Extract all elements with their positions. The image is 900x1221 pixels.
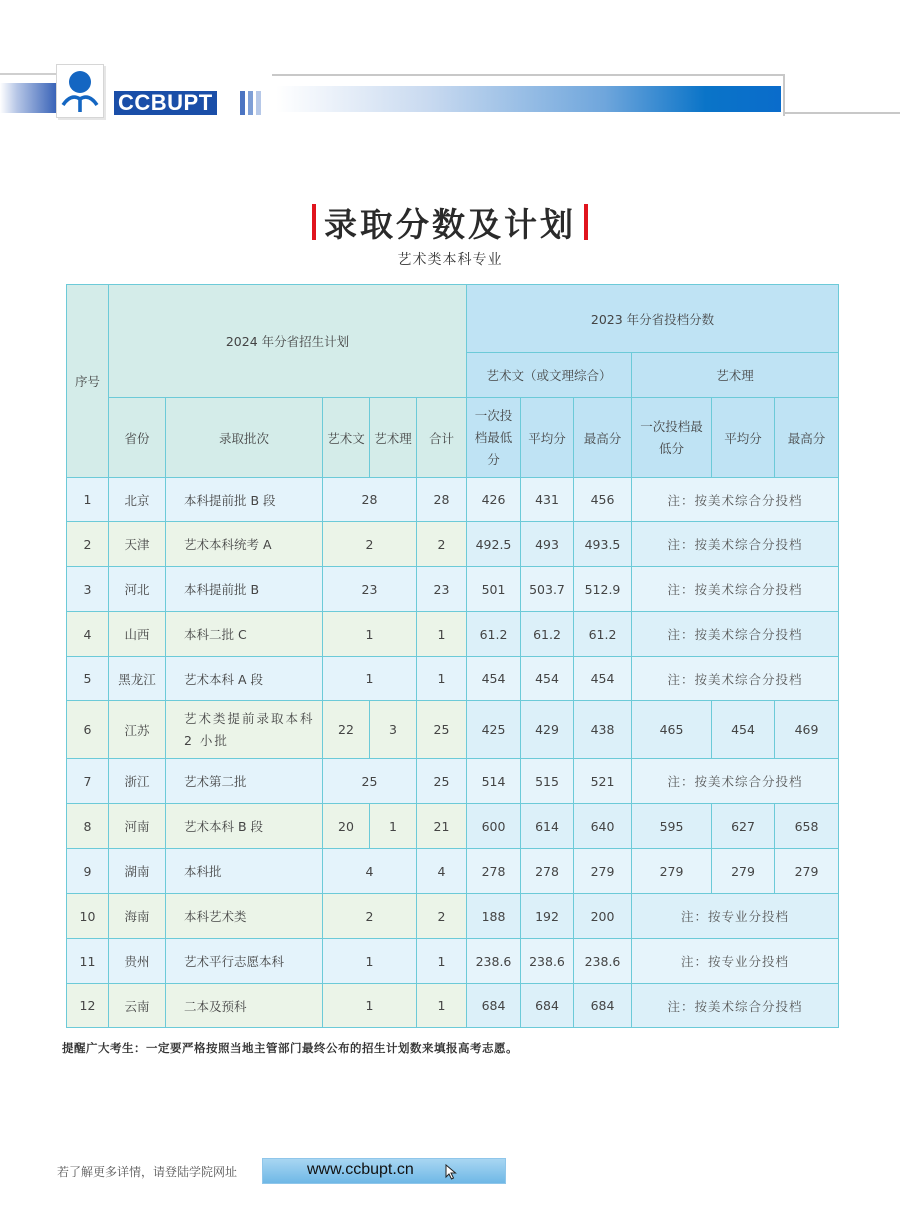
person-emblem-icon [61, 69, 99, 113]
cell-province: 河南 [109, 804, 166, 849]
cell-batch: 本科二批 C [166, 612, 323, 657]
cell-batch: 本科艺术类 [166, 894, 323, 939]
cell-province: 江苏 [109, 701, 166, 759]
cell-lib-max: 279 [574, 849, 632, 894]
cell-province: 云南 [109, 984, 166, 1028]
header-art-liberal: 艺术文 [323, 398, 370, 478]
cell-note: 注：按美术综合分投档 [632, 984, 839, 1028]
cell-total: 28 [417, 478, 467, 522]
cell-lib-min: 492.5 [467, 522, 521, 567]
table-row [67, 657, 839, 701]
cell-batch: 艺术本科 B 段 [166, 804, 323, 849]
cell-total: 1 [417, 612, 467, 657]
header-total: 合计 [417, 398, 467, 478]
cell-sci-avg: 454 [712, 701, 775, 759]
cell-art-liberal: 20 [323, 804, 370, 849]
header-art-science: 艺术理 [370, 398, 417, 478]
cell-lib-max: 438 [574, 701, 632, 759]
cell-batch: 艺术第二批 [166, 759, 323, 804]
cell-note: 注：按美术综合分投档 [632, 657, 839, 701]
cell-note: 注：按美术综合分投档 [632, 522, 839, 567]
page-subtitle: 艺术类本科专业 [397, 252, 503, 268]
cell-total: 1 [417, 939, 467, 984]
header-sci-avg: 平均分 [712, 398, 775, 478]
cell-province: 浙江 [109, 759, 166, 804]
cell-sci-min: 465 [632, 701, 712, 759]
cell-province: 北京 [109, 478, 166, 522]
cell-seq: 5 [67, 657, 109, 701]
cell-total: 1 [417, 657, 467, 701]
table-row [67, 804, 839, 849]
cell-lib-max: 512.9 [574, 567, 632, 612]
header-scores-2023: 2023 年分省投档分数 [467, 285, 839, 353]
cell-lib-max: 200 [574, 894, 632, 939]
page-title [304, 203, 596, 247]
cell-lib-max: 493.5 [574, 522, 632, 567]
table-row [67, 894, 839, 939]
cell-province: 河北 [109, 567, 166, 612]
cell-lib-avg: 614 [521, 804, 574, 849]
logo-wordmark: CCBUPT [114, 91, 217, 115]
cell-lib-avg: 431 [521, 478, 574, 522]
cell-seq: 2 [67, 522, 109, 567]
cell-note: 注：按专业分投档 [632, 939, 839, 984]
cell-total: 21 [417, 804, 467, 849]
cell-plan: 1 [323, 612, 417, 657]
cell-province: 山西 [109, 612, 166, 657]
table-row [67, 612, 839, 657]
pointer-cursor-icon [445, 1164, 457, 1180]
cell-sci-min: 595 [632, 804, 712, 849]
cell-plan: 1 [323, 657, 417, 701]
header-lib-avg: 平均分 [521, 398, 574, 478]
cell-seq: 12 [67, 984, 109, 1028]
cell-batch: 本科批 [166, 849, 323, 894]
cell-seq: 1 [67, 478, 109, 522]
cell-province: 黑龙江 [109, 657, 166, 701]
cell-note: 注：按美术综合分投档 [632, 759, 839, 804]
page-title-text: 录取分数及计划 [324, 205, 576, 244]
header-batch: 录取批次 [166, 398, 323, 478]
cell-seq: 4 [67, 612, 109, 657]
header-lib-min: 一次投档最低分 [467, 398, 521, 478]
header-lib-max: 最高分 [574, 398, 632, 478]
cell-total: 2 [417, 522, 467, 567]
cell-total: 25 [417, 701, 467, 759]
cell-lib-max: 238.6 [574, 939, 632, 984]
header-plan-2024: 2024 年分省招生计划 [109, 285, 467, 398]
table-row [67, 701, 839, 759]
cell-art-liberal: 22 [323, 701, 370, 759]
cell-sci-max: 279 [775, 849, 839, 894]
cell-plan: 4 [323, 849, 417, 894]
cell-seq: 8 [67, 804, 109, 849]
cell-seq: 3 [67, 567, 109, 612]
table-row [67, 984, 839, 1028]
cell-seq: 7 [67, 759, 109, 804]
cell-batch: 本科提前批 B [166, 567, 323, 612]
cell-sci-avg: 279 [712, 849, 775, 894]
cell-lib-min: 426 [467, 478, 521, 522]
banner-gradient-bar [276, 86, 781, 112]
cell-sci-min: 279 [632, 849, 712, 894]
cell-lib-max: 684 [574, 984, 632, 1028]
cell-batch: 艺术本科 A 段 [166, 657, 323, 701]
cell-lib-min: 238.6 [467, 939, 521, 984]
cell-lib-avg: 192 [521, 894, 574, 939]
cell-note: 注：按专业分投档 [632, 894, 839, 939]
cell-plan: 1 [323, 984, 417, 1028]
cell-province: 贵州 [109, 939, 166, 984]
cell-province: 天津 [109, 522, 166, 567]
cell-lib-avg: 238.6 [521, 939, 574, 984]
title-bar-right [584, 204, 588, 240]
cell-lib-avg: 515 [521, 759, 574, 804]
college-logo [56, 64, 104, 118]
cell-lib-max: 640 [574, 804, 632, 849]
cell-plan: 23 [323, 567, 417, 612]
cell-lib-min: 278 [467, 849, 521, 894]
applicant-reminder: 提醒广大考生：一定要严格按照当地主管部门最终公布的招生计划数来填报高考志愿。 [62, 1041, 518, 1055]
cell-lib-min: 425 [467, 701, 521, 759]
cell-art-science: 3 [370, 701, 417, 759]
cell-sci-avg: 627 [712, 804, 775, 849]
table-row [67, 567, 839, 612]
cell-lib-min: 454 [467, 657, 521, 701]
cell-total: 4 [417, 849, 467, 894]
cell-seq: 9 [67, 849, 109, 894]
cell-total: 2 [417, 894, 467, 939]
website-link[interactable] [262, 1158, 506, 1184]
cell-plan: 1 [323, 939, 417, 984]
table-row [67, 759, 839, 804]
cell-lib-min: 514 [467, 759, 521, 804]
cell-lib-min: 188 [467, 894, 521, 939]
banner-tail-line [783, 112, 900, 114]
cell-sci-max: 658 [775, 804, 839, 849]
cell-lib-avg: 684 [521, 984, 574, 1028]
cell-batch: 本科提前批 B 段 [166, 478, 323, 522]
cell-batch: 艺术本科统考 A [166, 522, 323, 567]
cell-lib-avg: 493 [521, 522, 574, 567]
table-row [67, 478, 839, 522]
cell-lib-avg: 278 [521, 849, 574, 894]
header-art-liberal-group: 艺术文（或文理综合） [467, 353, 632, 398]
cell-province: 湖南 [109, 849, 166, 894]
cell-lib-avg: 429 [521, 701, 574, 759]
cell-lib-max: 454 [574, 657, 632, 701]
table-row [67, 939, 839, 984]
logo-bars [240, 91, 261, 115]
cell-province: 海南 [109, 894, 166, 939]
header-seq: 序号 [67, 285, 109, 478]
cell-note: 注：按美术综合分投档 [632, 478, 839, 522]
banner-left-gradient [0, 83, 56, 113]
table-row [67, 522, 839, 567]
cell-lib-min: 600 [467, 804, 521, 849]
cell-sci-max: 469 [775, 701, 839, 759]
header-sci-min: 一次投档最低分 [632, 398, 712, 478]
cell-total: 23 [417, 567, 467, 612]
cell-total: 1 [417, 984, 467, 1028]
cell-lib-avg: 454 [521, 657, 574, 701]
cell-lib-max: 521 [574, 759, 632, 804]
cell-batch: 艺术类提前录取本科 2 小批 [166, 701, 323, 759]
cell-batch: 二本及预科 [166, 984, 323, 1028]
header-art-science-group: 艺术理 [632, 353, 839, 398]
admission-table [66, 284, 839, 1028]
header-province: 省份 [109, 398, 166, 478]
page-title-wrap [0, 203, 900, 247]
cell-lib-min: 501 [467, 567, 521, 612]
cell-lib-min: 61.2 [467, 612, 521, 657]
cell-seq: 11 [67, 939, 109, 984]
cell-plan: 25 [323, 759, 417, 804]
footer-text: 若了解更多详情，请登陆学院网址 [57, 1165, 238, 1179]
cell-seq: 6 [67, 701, 109, 759]
cell-plan: 28 [323, 478, 417, 522]
website-url[interactable]: www.ccbupt.cn [307, 1161, 414, 1178]
cell-total: 25 [417, 759, 467, 804]
cell-lib-avg: 503.7 [521, 567, 574, 612]
banner-line [0, 73, 56, 75]
cell-lib-min: 684 [467, 984, 521, 1028]
cell-lib-max: 456 [574, 478, 632, 522]
cell-seq: 10 [67, 894, 109, 939]
cell-note: 注：按美术综合分投档 [632, 567, 839, 612]
cell-plan: 2 [323, 522, 417, 567]
cell-lib-max: 61.2 [574, 612, 632, 657]
cell-batch: 艺术平行志愿本科 [166, 939, 323, 984]
cell-plan: 2 [323, 894, 417, 939]
cell-note: 注：按美术综合分投档 [632, 612, 839, 657]
cell-art-science: 1 [370, 804, 417, 849]
cell-lib-avg: 61.2 [521, 612, 574, 657]
title-bar-left [312, 204, 316, 240]
table-row [67, 849, 839, 894]
header-sci-max: 最高分 [775, 398, 839, 478]
